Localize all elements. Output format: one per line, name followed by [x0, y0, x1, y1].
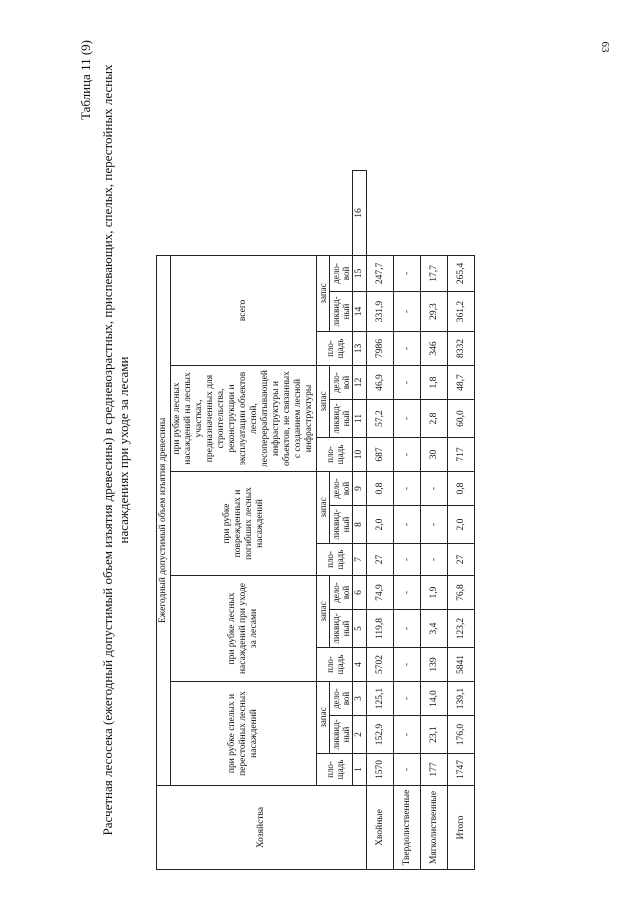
table-cell: 14,0: [421, 682, 448, 716]
header-stock: запас: [317, 255, 330, 331]
table-row: [448, 171, 475, 870]
column-number: 5: [353, 610, 367, 648]
header-business: дело- вой: [330, 682, 353, 716]
header-thinning: при рубке лесных насаждений при уходе за лесами: [171, 576, 317, 682]
table-cell: -: [421, 472, 448, 506]
header-area: пло- щадь: [317, 754, 353, 786]
column-number: 15: [353, 255, 367, 291]
table-cell: 2,0: [367, 506, 394, 544]
header-stock: запас: [317, 682, 330, 754]
header-business: дело- вой: [330, 472, 353, 506]
table-cell: 687: [367, 438, 394, 472]
column-number: 12: [353, 366, 367, 400]
header-business: дело- вой: [330, 576, 353, 610]
table-cell: -: [394, 716, 421, 754]
table-cell: 27: [448, 544, 475, 576]
header-farm: Хозяйства: [157, 786, 367, 870]
table-cell: 57,2: [367, 400, 394, 438]
table-caption: [70, 30, 154, 870]
table-cell: -: [394, 610, 421, 648]
header-area: пло- щадь: [317, 332, 353, 366]
header-liquid: ликвид- ный: [330, 506, 353, 544]
table-cell: 361,2: [448, 292, 475, 332]
table-cell: -: [394, 682, 421, 716]
table-cell: -: [421, 506, 448, 544]
header-damaged: при рубке поврежденных и погибших лесных насаждений: [171, 472, 317, 576]
row-name: Твердолиственные: [394, 786, 421, 870]
table-cell: 247,7: [367, 255, 394, 291]
header-area: пло- щадь: [317, 544, 353, 576]
header-stock: запас: [317, 366, 330, 438]
column-number: 10: [353, 438, 367, 472]
table-cell: 46,9: [367, 366, 394, 400]
header-row-1: [157, 171, 171, 870]
table-cell: 119,8: [367, 610, 394, 648]
table-cell: 0,8: [448, 472, 475, 506]
header-group: Ежегодный допустимый объем изъятия древесины: [157, 255, 171, 785]
table-cell: 5841: [448, 648, 475, 682]
table-cell: -: [394, 400, 421, 438]
table-cell: 152,9: [367, 716, 394, 754]
header-liquid: ликвид- ный: [330, 400, 353, 438]
column-number: 1: [353, 754, 367, 786]
table-cell: -: [394, 506, 421, 544]
table-cell: 29,3: [421, 292, 448, 332]
header-mature: при рубке спелых и перестойных лесных насаждений: [171, 682, 317, 786]
table-cell: 1747: [448, 754, 475, 786]
table-cell: 27: [367, 544, 394, 576]
table-cell: 48,7: [448, 366, 475, 400]
table-cell: 2,0: [448, 506, 475, 544]
table-cell: -: [394, 472, 421, 506]
header-business: дело- вой: [330, 255, 353, 291]
column-number: 11: [353, 400, 367, 438]
table-cell: 3,4: [421, 610, 448, 648]
table-cell: 1,8: [421, 366, 448, 400]
header-area: пло- щадь: [317, 648, 353, 682]
header-row-3: [317, 171, 330, 870]
table-cell: -: [394, 332, 421, 366]
table-cell: 30: [421, 438, 448, 472]
table-cell: -: [394, 576, 421, 610]
table-cell: 74,9: [367, 576, 394, 610]
table-cell: 0,8: [367, 472, 394, 506]
header-stock: запас: [317, 576, 330, 648]
table-cell: -: [394, 255, 421, 291]
table-cell: 265,4: [448, 255, 475, 291]
table-cell: 177: [421, 754, 448, 786]
table-cell: 1570: [367, 754, 394, 786]
table-cell: 60,0: [448, 400, 475, 438]
header-construction: при рубке лесных насаждений на лесных участках, предназначенных для строительства, реконструкции и эксплуатации объектов лесной, лесоперерабатывающей инфраструктуры и объектов, не связанных с созданием лесной инфраструктуры: [171, 366, 317, 472]
row-name: Итого: [448, 786, 475, 870]
table-cell: 717: [448, 438, 475, 472]
table-cell: 76,8: [448, 576, 475, 610]
row-name: Мягколиственные: [421, 786, 448, 870]
table-cell: -: [394, 648, 421, 682]
table-cell: -: [394, 754, 421, 786]
table-title: Расчетная лесосека (ежегодный допустимый объем изъятия древесины) в средневозрастных, приспевающих, спелых, перестойных лесных насаждениях при уходе за лесами: [100, 64, 131, 836]
column-number: 14: [353, 292, 367, 332]
header-area: пло- щадь: [317, 438, 353, 472]
table-cell: 139: [421, 648, 448, 682]
table-row: [394, 171, 421, 870]
column-number: 7: [353, 544, 367, 576]
table-cell: 346: [421, 332, 448, 366]
table-cell: 23,1: [421, 716, 448, 754]
table-cell: 176,0: [448, 716, 475, 754]
table-cell: 7986: [367, 332, 394, 366]
table-cell: 331,9: [367, 292, 394, 332]
header-business: дело- вой: [330, 366, 353, 400]
table-cell: -: [421, 544, 448, 576]
table-cell: -: [394, 366, 421, 400]
column-number: 3: [353, 682, 367, 716]
page-number: 63: [599, 41, 611, 53]
column-number-row: [353, 171, 367, 870]
table-row: [367, 171, 394, 870]
header-stock: запас: [317, 472, 330, 544]
column-number: 2: [353, 716, 367, 754]
table-cell: 1,9: [421, 576, 448, 610]
allowable-cut-table: [156, 170, 475, 870]
rotated-sheet: [70, 30, 570, 870]
column-number: 6: [353, 576, 367, 610]
table-label: Таблица 11 (9): [78, 40, 93, 121]
table-cell: 8332: [448, 332, 475, 366]
table-row: [421, 171, 448, 870]
table-cell: 139,1: [448, 682, 475, 716]
column-number: 16: [353, 171, 367, 256]
table-cell: 125,1: [367, 682, 394, 716]
table-cell: 17,7: [421, 255, 448, 291]
table-cell: -: [394, 438, 421, 472]
header-liquid: ликвид- ный: [330, 292, 353, 332]
table-cell: -: [394, 292, 421, 332]
table-cell: 2,8: [421, 400, 448, 438]
column-number: 4: [353, 648, 367, 682]
header-total: всего: [171, 255, 317, 365]
row-name: Хвойные: [367, 786, 394, 870]
header-liquid: ликвид- ный: [330, 610, 353, 648]
column-number: 8: [353, 506, 367, 544]
column-number: 13: [353, 332, 367, 366]
header-liquid: ликвид- ный: [330, 716, 353, 754]
table-cell: 123,2: [448, 610, 475, 648]
column-number: 9: [353, 472, 367, 506]
table-cell: -: [394, 544, 421, 576]
header-row-2: [171, 171, 317, 870]
table-cell: 5702: [367, 648, 394, 682]
